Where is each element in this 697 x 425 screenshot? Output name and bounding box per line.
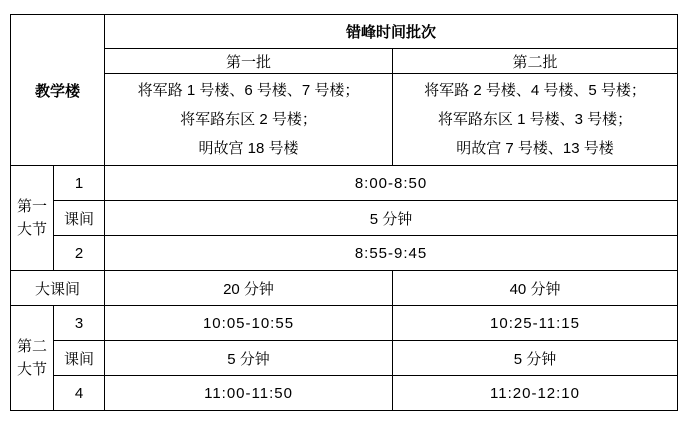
section1-label-cell: 第一大节 bbox=[11, 166, 54, 271]
table-row bbox=[11, 376, 678, 411]
section2-break-batch1-duration-cell: 5 分钟 bbox=[105, 341, 393, 376]
section2-period4-batch2-time-cell: 11:20-12:10 bbox=[393, 376, 678, 411]
table-row bbox=[11, 341, 678, 376]
section1-period2-cell: 2 bbox=[54, 236, 105, 271]
batch2-buildings-line2: 将军路东区 1 号楼、3 号楼； bbox=[437, 111, 633, 128]
table-row bbox=[11, 15, 678, 49]
batch1-buildings-line2: 将军路东区 2 号楼； bbox=[180, 111, 317, 128]
section1-break-duration-cell: 5 分钟 bbox=[105, 201, 678, 236]
staggered-schedule-table bbox=[10, 14, 678, 411]
section2-break-batch2-duration-cell: 5 分钟 bbox=[393, 341, 678, 376]
big-break-label-cell: 大课间 bbox=[11, 271, 105, 306]
section2-period3-batch1-time-cell: 10:05-10:55 bbox=[105, 306, 393, 341]
table-row bbox=[11, 74, 678, 166]
section2-period3-batch2-time-cell: 10:25-11:15 bbox=[393, 306, 678, 341]
batch1-buildings-cell bbox=[105, 74, 393, 166]
section2-break-label-cell: 课间 bbox=[54, 341, 105, 376]
section2-period4-batch1-time-cell: 11:00-11:50 bbox=[105, 376, 393, 411]
table-row bbox=[11, 49, 678, 74]
section1-break-label-cell: 课间 bbox=[54, 201, 105, 236]
batch2-buildings-line3: 明故宫 7 号楼、13 号楼 bbox=[456, 140, 614, 157]
section1-period1-cell: 1 bbox=[54, 166, 105, 201]
batch2-buildings-line1: 将军路 2 号楼、4 号楼、5 号楼； bbox=[424, 82, 646, 99]
table-row bbox=[11, 306, 678, 341]
batch2-buildings-cell bbox=[393, 74, 678, 166]
section2-period3-cell: 3 bbox=[54, 306, 105, 341]
table-row bbox=[11, 166, 678, 201]
section2-label-cell: 第二大节 bbox=[11, 306, 54, 411]
batch1-buildings-line1: 将军路 1 号楼、6 号楼、7 号楼； bbox=[137, 82, 360, 99]
batch1-buildings-line3: 明故宫 18 号楼 bbox=[198, 140, 299, 157]
section1-period1-time-cell: 8:00-8:50 bbox=[105, 166, 678, 201]
table-row bbox=[11, 236, 678, 271]
batch2-label-cell: 第二批 bbox=[393, 49, 678, 74]
section2-period4-cell: 4 bbox=[54, 376, 105, 411]
table-row bbox=[11, 271, 678, 306]
teaching-building-header-cell: 教学楼 bbox=[11, 15, 105, 166]
section1-period2-time-cell: 8:55-9:45 bbox=[105, 236, 678, 271]
table-row bbox=[11, 201, 678, 236]
staggered-batch-header-cell: 错峰时间批次 bbox=[105, 15, 678, 49]
batch1-label-cell: 第一批 bbox=[105, 49, 393, 74]
big-break-batch2-duration-cell: 40 分钟 bbox=[393, 271, 678, 306]
big-break-batch1-duration-cell: 20 分钟 bbox=[105, 271, 393, 306]
